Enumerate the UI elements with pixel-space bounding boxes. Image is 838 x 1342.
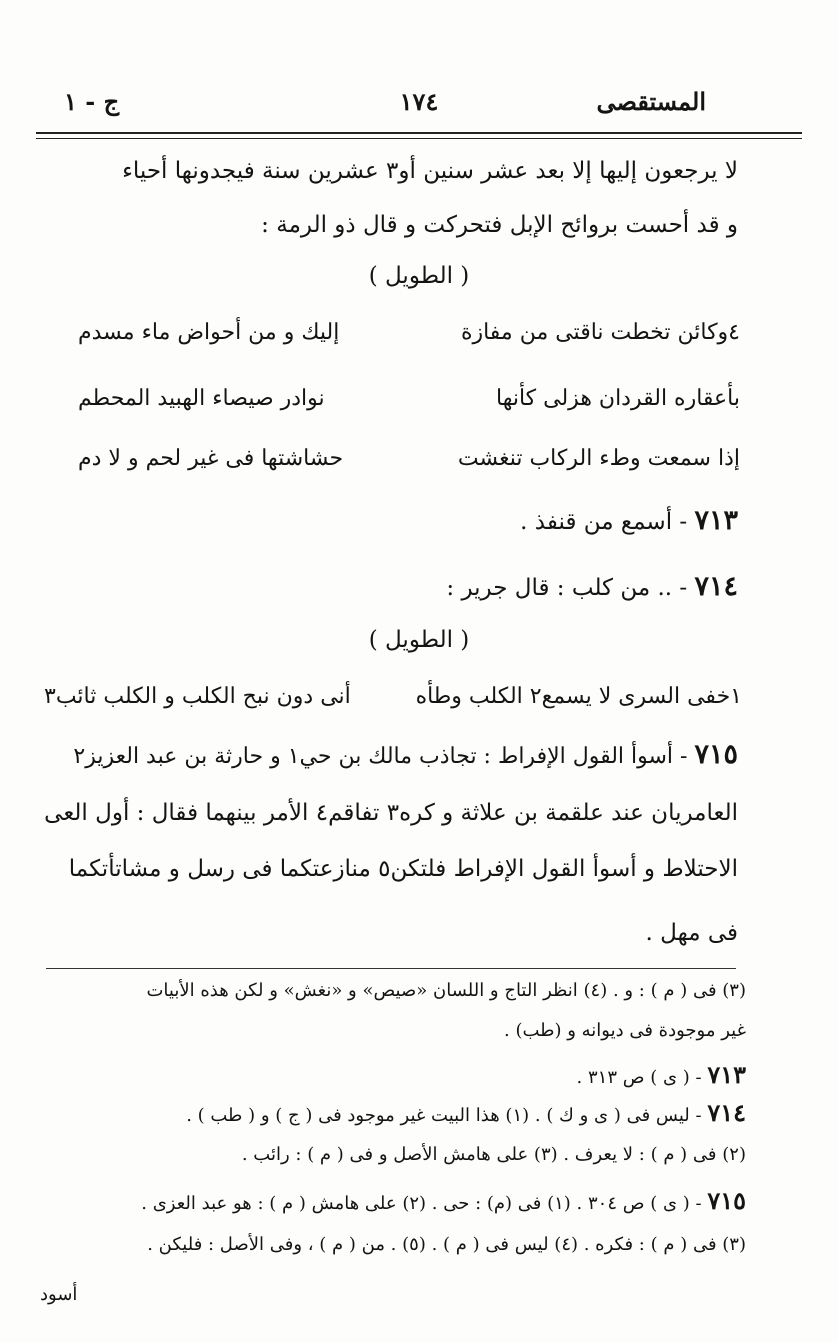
- proverb-entry-713: [90, 502, 738, 541]
- footnote-713: [40, 1060, 746, 1093]
- book-title: المستقصى: [596, 87, 706, 116]
- footnote-715: [40, 1186, 746, 1219]
- entry-number: ٧١٥: [707, 1186, 746, 1215]
- body-line-2: و قد أحست بروائح الإبل فتحركت و قال ذو الرمة :: [261, 212, 738, 238]
- body-line: العامريان عند علقمة بن علاثة و كره٣ تفاقم٤ الأمر بينهما فقال : أول العى: [44, 800, 738, 826]
- volume-label: ج - ١: [64, 87, 120, 116]
- entry-number: ٧١٤: [694, 571, 738, 602]
- footnote-line: (٣) فى ( م ) : فكره . (٤) ليس فى ( م ) . (٥) . من ( م ) ، وفى الأصل : فليكن .: [147, 1234, 746, 1255]
- entry-number: ٧١٤: [707, 1098, 746, 1127]
- body-line: الاحتلاط و أسوأ القول الإفراط فلتكن٥ منازعتكما فى رسل و مشاتأتكما: [68, 856, 738, 882]
- verse-hemistich-first: ٤وكائن تخطت ناقتى من مفازة: [460, 320, 740, 345]
- page-number: ١٧٤: [399, 87, 439, 116]
- verse-hemistich-second: حشاشتها فى غير لحم و لا دم: [78, 446, 344, 471]
- entry-number: ٧١٣: [707, 1060, 746, 1089]
- entry-text: - أسمع من قنفذ .: [520, 509, 688, 535]
- footnote-rule: [46, 968, 736, 969]
- entry-number: ٧١٣: [694, 505, 738, 536]
- footnote-line: (٢) فى ( م ) : لا يعرف . (٣) على هامش الأصل و فى ( م ) : رائب .: [241, 1144, 746, 1165]
- catchword: [40, 1280, 77, 1310]
- proverb-entry-714: [90, 568, 738, 607]
- body-line: فى مهل .: [645, 920, 738, 946]
- verse-hemistich-first: إذا سمعت وطء الركاب تنغشت: [457, 446, 740, 471]
- footnote-line: (٣) فى ( م ) : و . (٤) انظر التاج و اللسان «صيص» و «نغش» و لكن هذه الأبيات: [146, 980, 746, 1001]
- verse-hemistich-second: نوادر صيصاء الهبيد المحطم: [78, 386, 325, 411]
- entry-text: - أسوأ القول الإفراط : تجاذب مالك بن حي١ و حارثة بن عبد العزيز٢: [73, 744, 688, 769]
- verse-hemistich-second: إليك و من أحواض ماء مسدم: [78, 320, 340, 345]
- footnote-714: [40, 1098, 746, 1131]
- footnote-text: - ( ى ) ص ٣١٣ .: [576, 1067, 702, 1088]
- header-rule: [36, 132, 802, 134]
- meter-label: ( الطويل ): [368, 263, 470, 289]
- entry-number: ٧١٥: [694, 739, 738, 770]
- verse-hemistich-second: أنى دون نبح الكلب و الكلب ثائب٣: [44, 684, 351, 709]
- entry-text: - .. من كلب : قال جرير :: [446, 575, 688, 601]
- footnote-text: - ليس فى ( ى و ك ) . (١) هذا البيت غير موجود فى ( ج ) و ( طب ) .: [186, 1105, 702, 1126]
- proverb-entry-715: [40, 736, 738, 776]
- footnote-text: - ( ى ) ص ٣٠٤ . (١) فى (م) : حى . (٢) على هامش ( م ) : هو عبد العزى .: [141, 1193, 702, 1214]
- meter-label: ( الطويل ): [368, 627, 470, 653]
- footnote-line: غير موجودة فى ديوانه و (طب) .: [504, 1020, 746, 1041]
- verse-hemistich-first: ١خفى السرى لا يسمع٢ الكلب وطأه: [415, 684, 742, 709]
- body-line-1: لا يرجعون إليها إلا بعد عشر سنين أو٣ عشرين سنة فيجدونها أحياء: [122, 158, 738, 184]
- verse-hemistich-first: بأعقاره القردان هزلى كأنها: [496, 386, 740, 411]
- header-rule-thin: [36, 138, 802, 139]
- catchword-text: أسود: [40, 1284, 78, 1305]
